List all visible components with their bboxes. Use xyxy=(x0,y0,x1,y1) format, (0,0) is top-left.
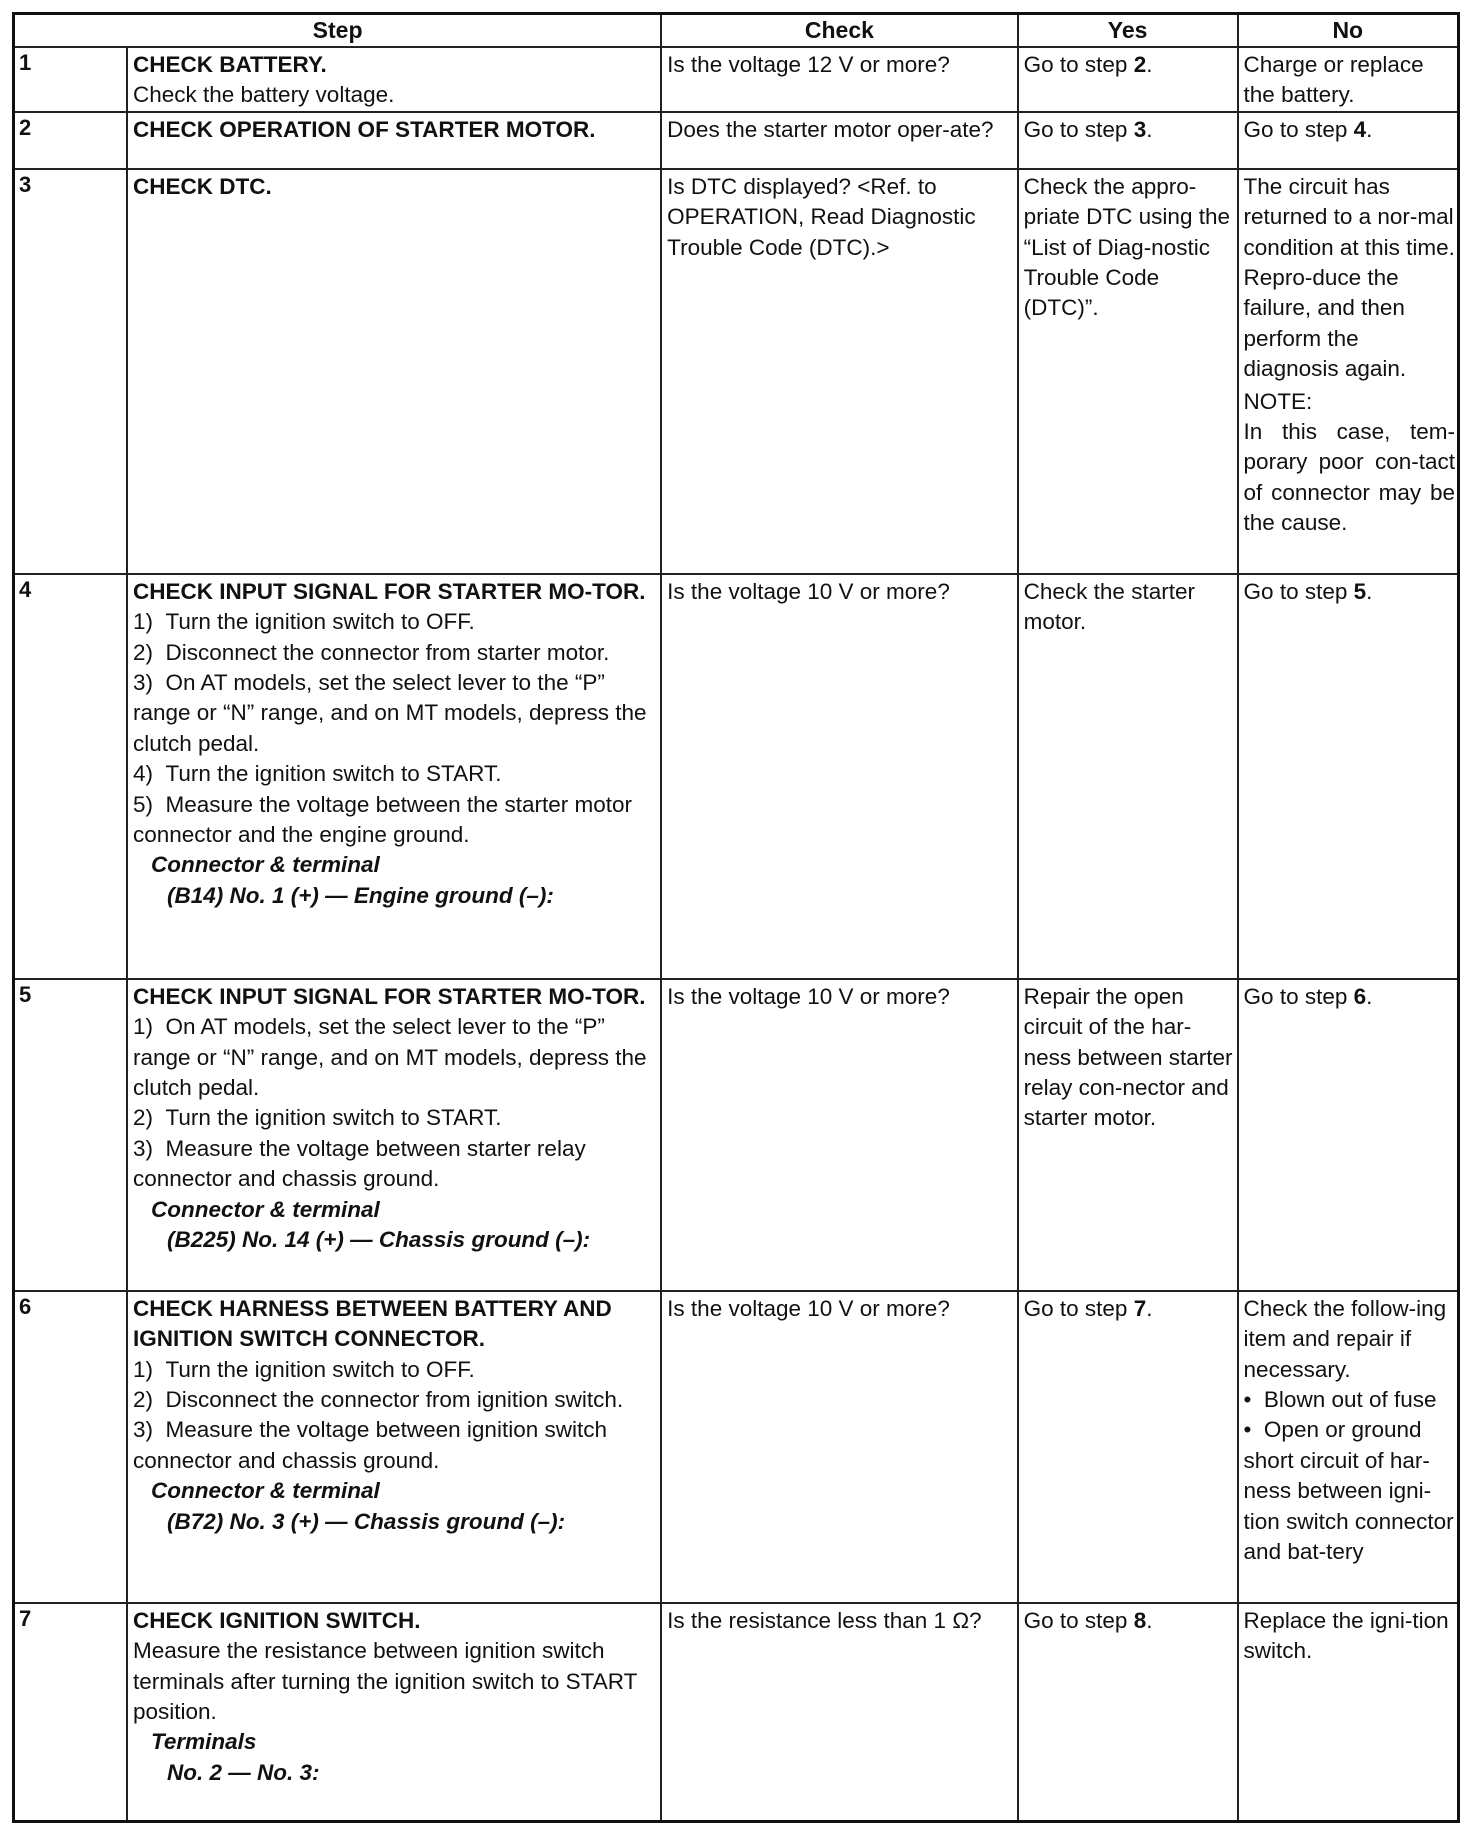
step-number: 1 xyxy=(14,47,127,112)
step-body-line: 1) Turn the ignition switch to OFF. xyxy=(132,609,475,635)
step-number: 6 xyxy=(14,1291,127,1603)
yes-cell xyxy=(1018,47,1238,112)
no-cell xyxy=(1238,169,1459,574)
no-bullet-item: • Blown out of fuse xyxy=(1243,1387,1437,1413)
yes-cell: Check the appro-priate DTC using the “List of Diag-nostic Trouble Code (DTC)”. xyxy=(1018,169,1238,574)
step-body-line: 3) Measure the voltage between starter relay connector and chassis ground. xyxy=(132,1135,586,1192)
no-main-text: The circuit has returned to a nor-mal condition at this time. Repro-duce the failure, and then perform the diagnosis again. xyxy=(1243,173,1455,382)
check-cell: Is the resistance less than 1 Ω? xyxy=(661,1603,1017,1822)
yes-end: . xyxy=(1146,1295,1153,1321)
step-description xyxy=(127,112,661,169)
yes-cell xyxy=(1018,1603,1238,1822)
step-title: CHECK OPERATION OF STARTER MOTOR. xyxy=(132,116,596,142)
step-body-line: 3) On AT models, set the select lever to the “P” range or “N” range, and on MT models, depress the clutch pedal. xyxy=(132,670,647,756)
step-description xyxy=(127,1291,661,1603)
no-text: Go to step xyxy=(1243,983,1354,1009)
no-end: . xyxy=(1366,116,1373,142)
yes-text: Go to step xyxy=(1023,116,1134,142)
step-description xyxy=(127,1603,661,1822)
no-end: . xyxy=(1366,983,1373,1009)
step-body-line: 3) Measure the voltage between ignition switch connector and chassis ground. xyxy=(132,1417,607,1473)
step-number: 7 xyxy=(14,1603,127,1822)
step-description xyxy=(127,574,661,979)
table-row xyxy=(14,574,1459,979)
connector-label: Connector & terminal xyxy=(150,852,380,878)
table-row xyxy=(14,979,1459,1291)
step-title: CHECK BATTERY. xyxy=(132,52,327,77)
no-cell xyxy=(1238,979,1459,1291)
step-description xyxy=(127,169,661,574)
no-cell xyxy=(1238,1291,1459,1603)
step-number: 2 xyxy=(14,112,127,169)
no-cell: Charge or replace the battery. xyxy=(1238,47,1459,112)
yes-step-ref: 7 xyxy=(1133,1295,1147,1321)
step-description xyxy=(127,979,661,1291)
no-cell xyxy=(1238,574,1459,979)
no-cell: Replace the igni-tion switch. xyxy=(1238,1603,1459,1822)
connector-terminal-value: (B14) No. 1 (+) — Engine ground (–): xyxy=(166,882,554,908)
table-row xyxy=(14,112,1459,169)
yes-cell xyxy=(1018,1291,1238,1603)
yes-cell: Repair the open circuit of the har-ness between starter relay con-nector and starter motor. xyxy=(1018,979,1238,1291)
note-label: NOTE: xyxy=(1243,388,1313,414)
terminals-label: Terminals xyxy=(150,1729,257,1755)
yes-text: Go to step xyxy=(1023,1295,1134,1321)
yes-step-ref: 8 xyxy=(1133,1607,1147,1633)
check-cell: Does the starter motor oper-ate? xyxy=(661,112,1017,169)
no-text: Go to step xyxy=(1243,116,1354,142)
no-step-ref: 6 xyxy=(1353,983,1367,1009)
step-body-line: 1) On AT models, set the select lever to the “P” range or “N” range, and on MT models, depress the clutch pedal. xyxy=(132,1014,647,1101)
step-title: CHECK DTC. xyxy=(132,173,272,199)
connector-terminal-value: (B72) No. 3 (+) — Chassis ground (–): xyxy=(166,1508,566,1534)
step-body-line: 2) Disconnect the connector from ignition switch. xyxy=(132,1387,624,1413)
step-body-line: Measure the resistance between ignition switch terminals after turning the ignition switch to START position. xyxy=(132,1638,637,1725)
diagnostic-table xyxy=(12,12,1460,1823)
header-row xyxy=(14,14,1459,48)
connector-terminal-value: (B225) No. 14 (+) — Chassis ground (–): xyxy=(166,1227,591,1253)
header-check: Check xyxy=(661,14,1017,48)
no-bullet-item: • Open or ground short circuit of har-ness between igni-tion switch connector and bat-tery xyxy=(1243,1417,1454,1565)
step-number: 4 xyxy=(14,574,127,979)
no-cell xyxy=(1238,112,1459,169)
no-end: . xyxy=(1366,578,1373,604)
connector-label: Connector & terminal xyxy=(150,1196,380,1222)
header-yes: Yes xyxy=(1018,14,1238,48)
yes-end: . xyxy=(1146,1607,1153,1633)
step-body-line: 1) Turn the ignition switch to OFF. xyxy=(132,1356,475,1382)
yes-end: . xyxy=(1146,116,1153,142)
yes-step-ref: 3 xyxy=(1133,116,1147,142)
check-cell: Is DTC displayed? <Ref. to OPERATION, Read Diagnostic Trouble Code (DTC).> xyxy=(661,169,1017,574)
table-row xyxy=(14,47,1459,112)
no-step-ref: 4 xyxy=(1353,116,1367,142)
yes-text: Go to step xyxy=(1023,52,1134,77)
yes-text: Go to step xyxy=(1023,1607,1134,1633)
step-title: CHECK HARNESS BETWEEN BATTERY AND IGNITION SWITCH CONNECTOR. xyxy=(132,1295,612,1352)
no-main-text: Check the follow-ing item and repair if necessary. xyxy=(1243,1295,1447,1382)
terminals-value: No. 2 — No. 3: xyxy=(166,1759,320,1785)
header-step: Step xyxy=(14,14,662,48)
no-text: Go to step xyxy=(1243,578,1354,604)
header-no: No xyxy=(1238,14,1459,48)
connector-label: Connector & terminal xyxy=(150,1478,380,1504)
table-row xyxy=(14,1603,1459,1822)
step-body-line: 2) Disconnect the connector from starter motor. xyxy=(132,639,610,665)
step-body-line: Check the battery voltage. xyxy=(132,82,395,108)
yes-cell xyxy=(1018,112,1238,169)
no-step-ref: 5 xyxy=(1353,578,1367,604)
step-body-line: 5) Measure the voltage between the starter motor connector and the engine ground. xyxy=(132,791,632,848)
table-row xyxy=(14,169,1459,574)
step-title: CHECK IGNITION SWITCH. xyxy=(132,1607,421,1633)
step-number: 5 xyxy=(14,979,127,1291)
yes-end: . xyxy=(1146,52,1153,77)
check-cell: Is the voltage 12 V or more? xyxy=(661,47,1017,112)
step-description xyxy=(127,47,661,112)
check-cell: Is the voltage 10 V or more? xyxy=(661,574,1017,979)
check-cell: Is the voltage 10 V or more? xyxy=(661,1291,1017,1603)
step-body-line: 2) Turn the ignition switch to START. xyxy=(132,1105,502,1131)
step-body-line: 4) Turn the ignition switch to START. xyxy=(132,761,502,787)
step-number: 3 xyxy=(14,169,127,574)
check-cell: Is the voltage 10 V or more? xyxy=(661,979,1017,1291)
yes-step-ref: 2 xyxy=(1133,52,1147,77)
step-title: CHECK INPUT SIGNAL FOR STARTER MO-TOR. xyxy=(132,983,646,1009)
yes-cell: Check the starter motor. xyxy=(1018,574,1238,979)
table-row xyxy=(14,1291,1459,1603)
step-title: CHECK INPUT SIGNAL FOR STARTER MO-TOR. xyxy=(132,578,646,604)
note-text: In this case, tem-porary poor con-tact of connector may be the cause. xyxy=(1243,419,1455,536)
